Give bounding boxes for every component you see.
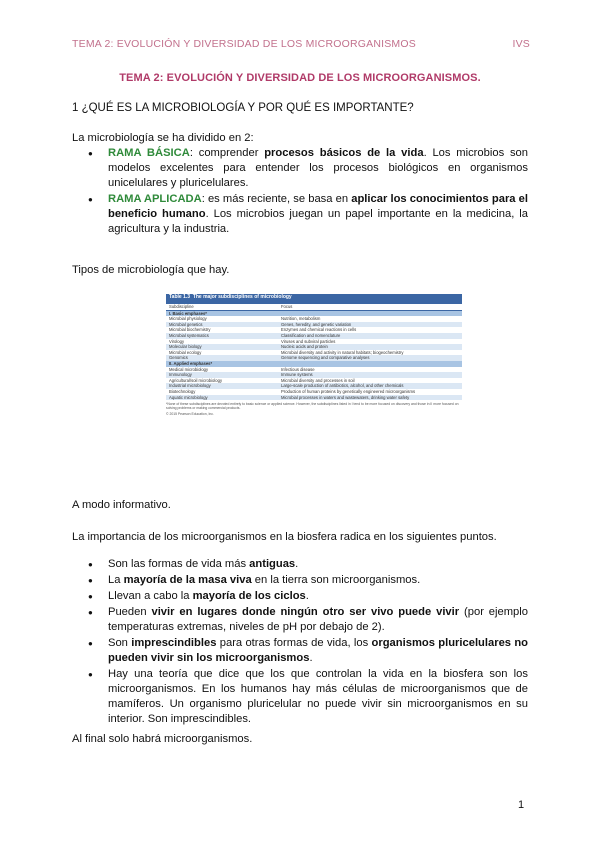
- table-cell-focus: Enzymes and chemical reactions in cells: [281, 327, 357, 333]
- table-cell-subdiscipline: Virology: [169, 338, 185, 344]
- table-body: [166, 311, 462, 401]
- table-caption: Table 1.3 The major subdisciplines of microbiology: [166, 294, 462, 304]
- table-footnote: *None of these subdisciplines are devoted entirely to basic science or applied science. However, the subdisciplines listed in I tend to be more focused on discovery and those in II more focused on solving problems or making commercial products.: [166, 402, 459, 411]
- table-cell-focus: Genes, heredity, and genetic variation: [281, 321, 352, 327]
- list-item: ● Llevan a cabo la mayoría de los ciclos.: [88, 589, 528, 604]
- table-cell-subdiscipline: Immunology: [169, 372, 192, 378]
- header-title: TEMA 2: EVOLUCIÓN Y DIVERSIDAD DE LOS MICROORGANISMOS: [72, 38, 416, 50]
- table-cell-subdiscipline: Microbial systematics: [169, 332, 209, 338]
- section-question-1: 1 ¿QUÉ ES LA MICROBIOLOGÍA Y POR QUÉ ES IMPORTANTE?: [72, 102, 414, 114]
- header-author: IVS: [512, 38, 530, 50]
- table-cell-subdiscipline: Microbial genetics: [169, 321, 203, 327]
- subdisciplines-table-image: [166, 294, 462, 436]
- table-cell-focus: Viruses and subviral particles: [281, 338, 336, 344]
- table-row: [166, 395, 462, 401]
- table-cell-focus: Infectious disease: [281, 366, 315, 372]
- list-item: ● Son las formas de vida más antiguas.: [88, 557, 528, 572]
- table-cell-subdiscipline: Genomics: [169, 355, 188, 361]
- table-copyright: © 2015 Pearson Education, Inc.: [166, 412, 214, 417]
- final-paragraph: Al final solo habrá microorganismos.: [72, 733, 253, 745]
- table-cell-subdiscipline: Microbial ecology: [169, 349, 202, 355]
- page-number: 1: [518, 799, 525, 811]
- table-cell-focus: Microbial diversity and processes in soil: [281, 377, 355, 383]
- table-section-row: I. Basic emphases*: [166, 311, 462, 317]
- table-cell-subdiscipline: Molecular biology: [169, 344, 202, 350]
- table-cell-focus: Classification and nomenclature: [281, 332, 341, 338]
- table-cell-focus: Production of human proteins by genetically engineered microorganisms: [281, 388, 416, 394]
- list-item: ● La mayoría de la masa viva en la tierra son microorganismos.: [88, 573, 528, 588]
- importance-points-list: [88, 557, 528, 728]
- table-cell-subdiscipline: Microbial biochemistry: [169, 327, 211, 333]
- list-item: ● Son imprescindibles para otras formas de vida, los organismos pluricelulares no pueden vivir sin los microorganismos.: [88, 636, 528, 666]
- table-cell-subdiscipline: Medical microbiology: [169, 366, 209, 372]
- table-cell-subdiscipline: Microbial physiology: [169, 316, 207, 322]
- table-cell-focus: Nucleic acids and protein: [281, 344, 328, 350]
- table-cell-focus: Immune systems: [281, 372, 313, 378]
- table-section-row: II. Applied emphases*: [166, 361, 462, 367]
- branch-applied-label: RAMA APLICADA: [108, 193, 202, 205]
- informativo-paragraph: A modo informativo.: [72, 499, 171, 511]
- table-cell-subdiscipline: Biotechnology: [169, 388, 196, 394]
- branches-list: [88, 146, 528, 238]
- list-item: ● Hay una teoría que dice que los que controlan la vida en la biosfera son los microorganismos. En los humanos hay más células de microorganismos que de mamíferos. Un organismo pluricelular no puede vivir sin microorganismos en su interior. Son imprescindibles.: [88, 667, 528, 727]
- table-header-row: Subdiscipline Focus: [166, 304, 462, 311]
- branch-applied: ● RAMA APLICADA: es más reciente, se basa en aplicar los conocimientos para el beneficio humano. Los microbios juegan un papel importante en la medicina, la agricultura y la industria.: [88, 192, 528, 237]
- list-item: ● Pueden vivir en lugares donde ningún otro ser vivo puede vivir (por ejemplo temperaturas extremas, niveles de pH por debajo de 2).: [88, 605, 528, 635]
- table-cell-subdiscipline: Aquatic microbiology: [169, 394, 208, 400]
- table-cell-focus: Genome sequencing and comparative analyses: [281, 355, 370, 361]
- table-cell-focus: Microbial processes in waters and wastewaters, drinking water safety: [281, 394, 410, 400]
- importancia-paragraph: La importancia de los microorganismos en la biosfera radica en los siguientes puntos.: [72, 531, 497, 543]
- tipos-paragraph: Tipos de microbiología que hay.: [72, 264, 230, 276]
- table-cell-focus: Large-scale production of antibiotics, alcohol, and other chemicals: [281, 383, 404, 389]
- branch-basic-label: RAMA BÁSICA: [108, 147, 190, 159]
- running-header: [72, 38, 530, 50]
- intro-paragraph: La microbiología se ha dividido en 2:: [72, 132, 254, 144]
- branch-basic: ● RAMA BÁSICA: comprender procesos básicos de la vida. Los microbios son modelos excelentes para entender los procesos biológicos en organismos unicelulares y pluricelulares.: [88, 146, 528, 191]
- table-cell-subdiscipline: Industrial microbiology: [169, 383, 211, 389]
- document-title: TEMA 2: EVOLUCIÓN Y DIVERSIDAD DE LOS MICROORGANISMOS.: [119, 72, 481, 84]
- table-cell-focus: Microbial diversity and activity in natural habitats; biogeochemistry: [281, 349, 404, 355]
- table-cell-subdiscipline: Agricultural/soil microbiology: [169, 377, 223, 383]
- table-cell-focus: Nutrition, metabolism: [281, 316, 321, 322]
